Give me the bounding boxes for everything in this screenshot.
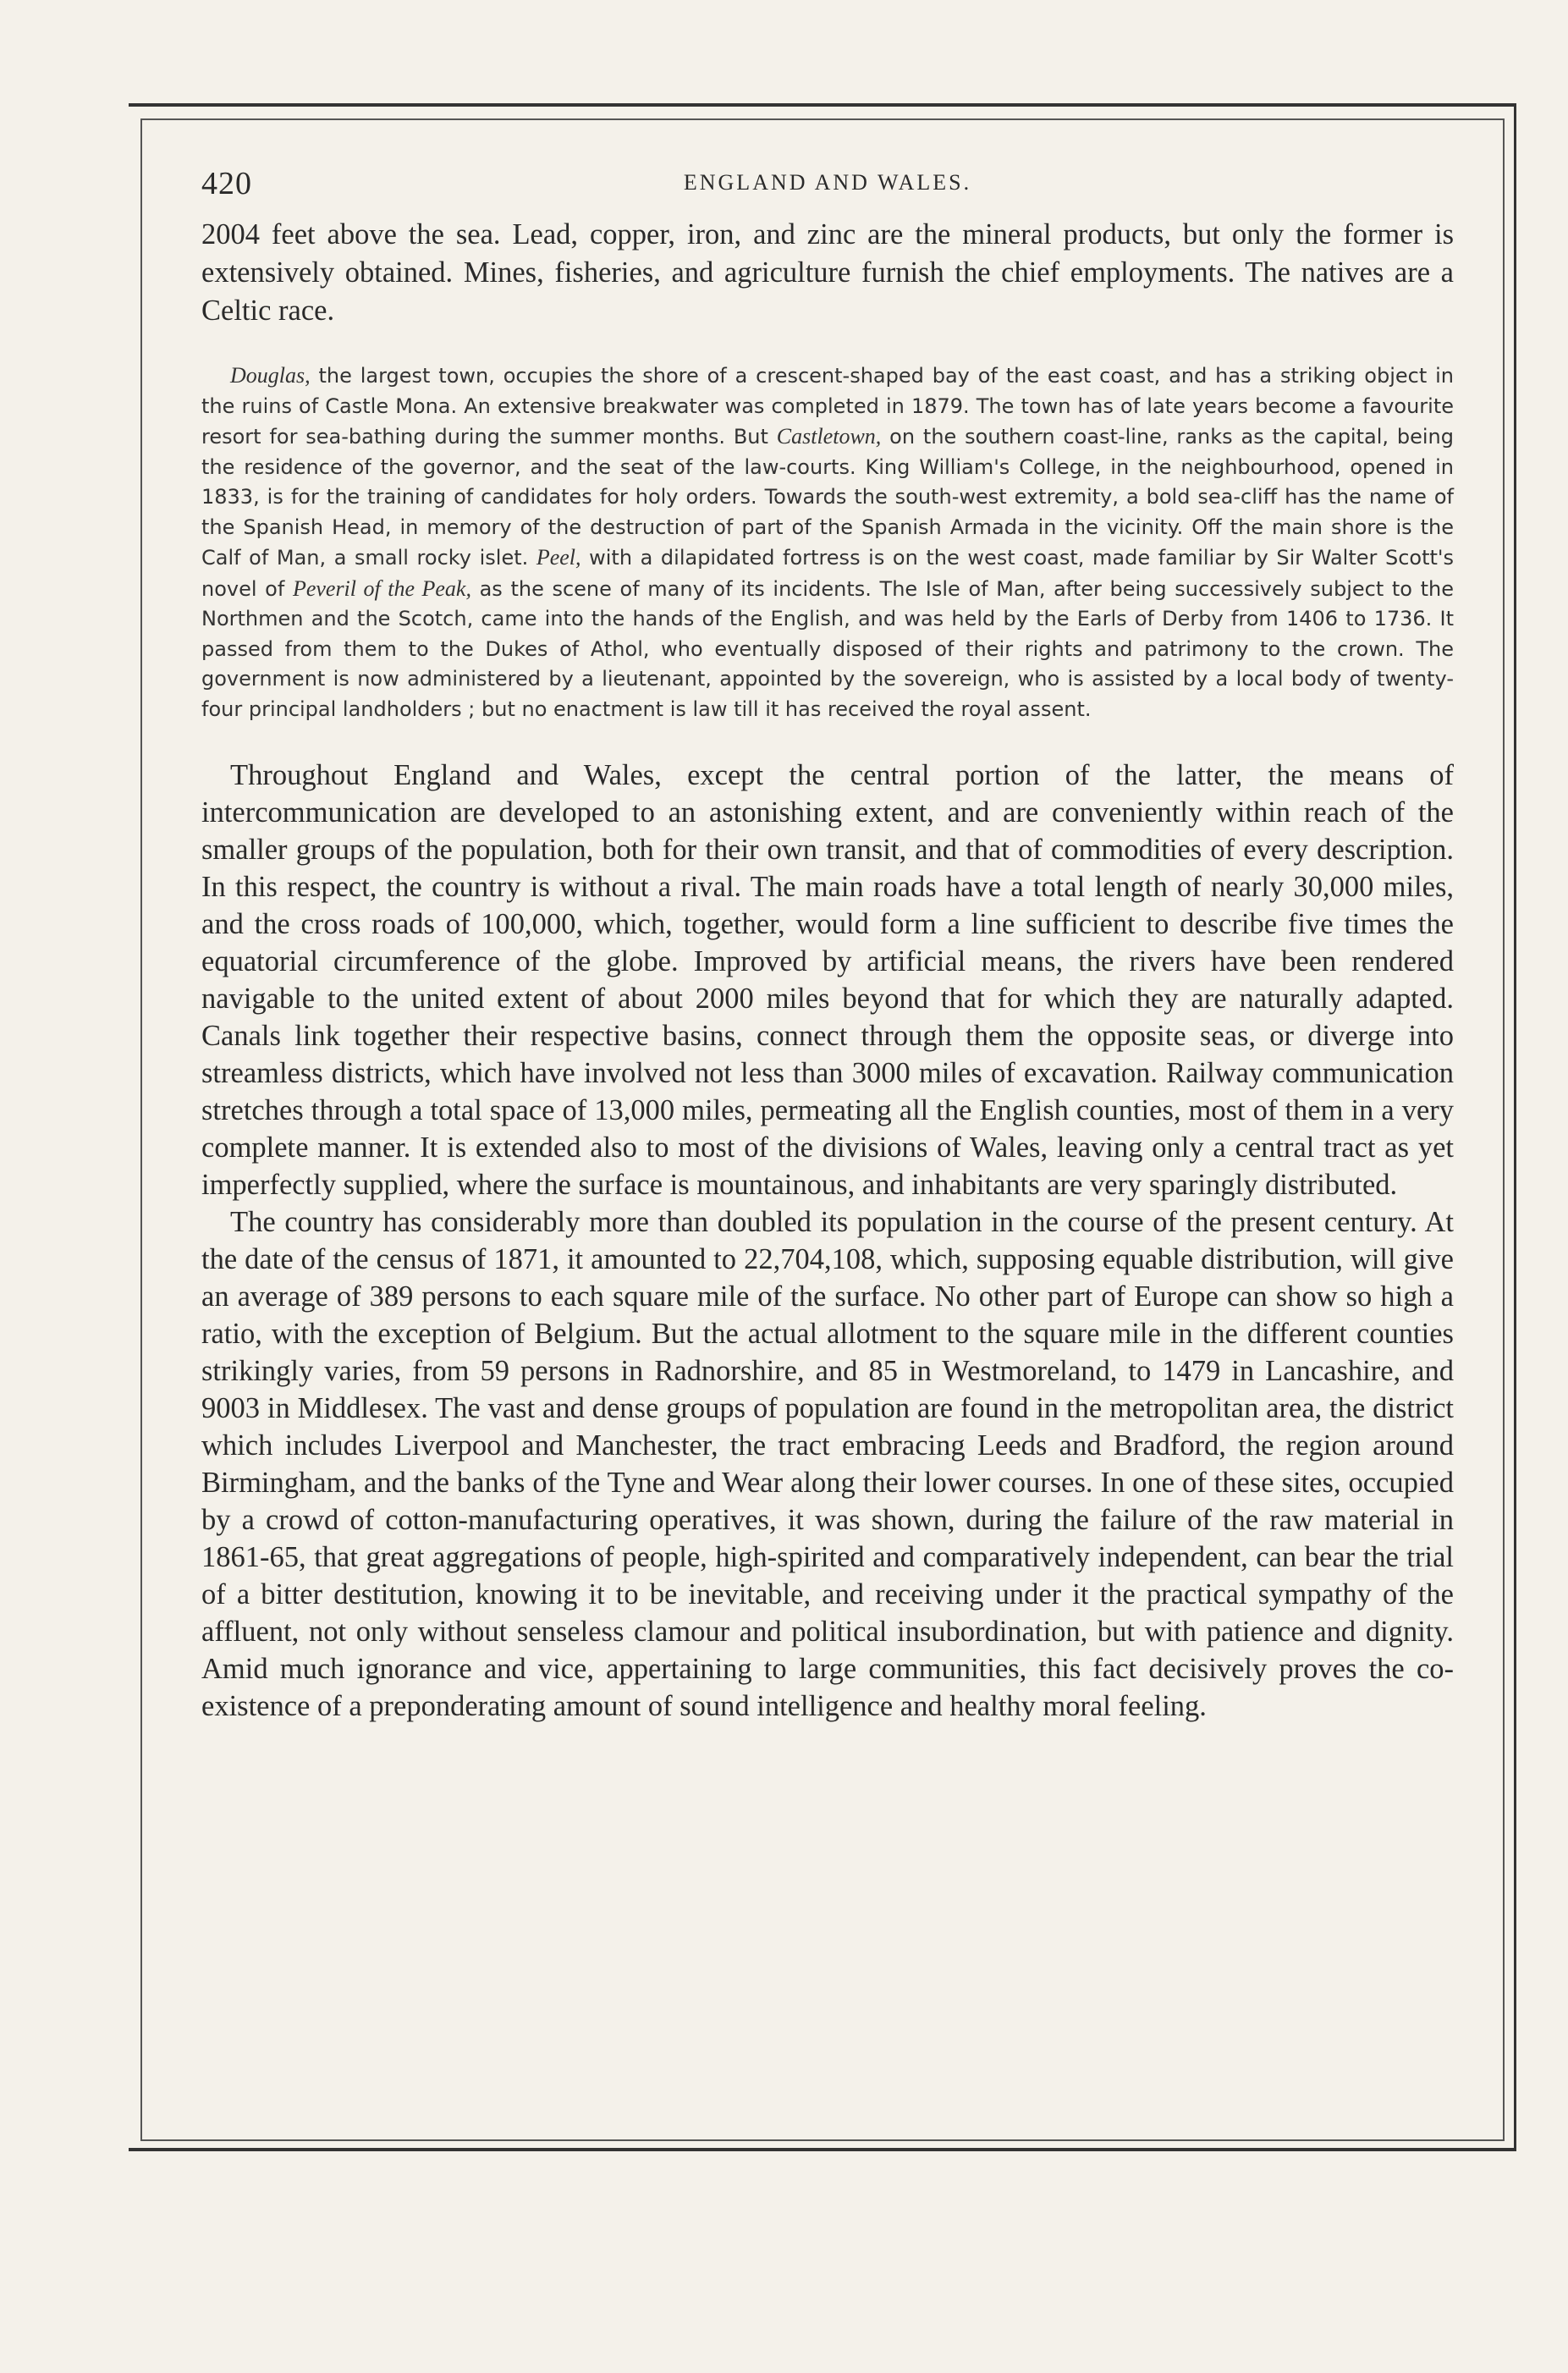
isle-of-man-note [201, 361, 1454, 724]
note-text-3: with a dilapidated fortress is on the west coast, made familiar by Sir Walter Scott's novel of [201, 546, 1454, 601]
page-content [201, 165, 1454, 1725]
main-text [201, 757, 1454, 1725]
opening-paragraph: 2004 feet above the sea. Lead, copper, iron, and zinc are the mineral products, but only the former is extensively obtained. Mines, fisheries, and agriculture furnish the chief employments. The natives are a Celtic race. [201, 218, 1454, 327]
running-title: ENGLAND AND WALES. [683, 170, 972, 195]
page-number: 420 [201, 166, 252, 201]
running-head [201, 165, 1454, 216]
note-term-peveril: Peveril of the Peak, [292, 575, 471, 601]
note-text-1: the largest town, occupies the shore of a crescent-shaped bay of the east coast, and has a striking object in the ruins of Castle Mona. An extensive breakwater was completed in 1879. The town has of late years become a favourite resort for sea-bathing during the summer months. But [201, 364, 1454, 449]
paragraph-population: The country has considerably more than doubled its population in the course of the present century. At the date of the census of 1871, it amounted to 22,704,108, which, supposing equable distribution, will give an average of 389 persons to each square mile of the surface. No other part of Europe can show so high a ratio, with the exception of Belgium. But the actual allotment to the square mile in the different counties strikingly varies, from 59 persons in Radnorshire, and 85 in Westmoreland, to 1479 in Lancashire, and 9003 in Middlesex. The vast and dense groups of population are found in the metropolitan area, the district which includes Liverpool and Manchester, the tract embracing Leeds and Bradford, the region around Birmingham, and the banks of the Tyne and Wear along their lower courses. In one of these sites, occupied by a crowd of cotton-manufacturing operatives, it was shown, during the failure of the raw material in 1861-65, that great aggregations of people, high-spirited and comparatively independent, can bear the trial of a bitter destitution, knowing it to be inevitable, and receiving under it the practical sympathy of the affluent, not only without senseless clamour and political insubordination, but with patience and dignity. Amid much ignorance and vice, appertaining to large communities, this fact decisively proves the co-existence of a preponderating amount of sound intelligence and healthy moral feeling. [201, 1206, 1454, 1722]
note-text-4: as the scene of many of its incidents. The Isle of Man, after being successively subject to the Northmen and the Scotch, came into the hands of the English, and was held by the Earls of Derby from 1406 to 1736. It passed from them to the Dukes of Athol, who eventually disposed of their rights and patrimony to the crown. The government is now administered by a lieutenant, appointed by the sovereign, who is assisted by a local body of twenty-four principal landholders ; but no enactment is law till it has received the royal assent. [201, 576, 1454, 721]
note-term-douglas: Douglas, [230, 363, 311, 388]
note-text-2: on the southern coast-line, ranks as the capital, being the residence of the governor, and the seat of the law-courts. King William's College, in the neighbourhood, opened in 1833, is for the training of candidates for holy orders. Towards the south-west extremity, a bold sea-cliff has the name of the Spanish Head, in memory of the destruction of part of the Spanish Armada in the vicinity. Off the main shore is the Calf of Man, a small rocky islet. [201, 425, 1454, 570]
note-term-castletown: Castletown, [776, 424, 882, 449]
paragraph-communication: Throughout England and Wales, except the central portion of the latter, the means of intercommunication are developed to an astonishing extent, and are conveniently within reach of the smaller groups of the population, both for their own transit, and that of commodities of every description. In this respect, the country is without a rival. The main roads have a total length of nearly 30,000 miles, and the cross roads of 100,000, which, together, would form a line sufficient to describe five times the equatorial circumference of the globe. Improved by artificial means, the rivers have been rendered navigable to the united extent of about 2000 miles beyond that for which they are naturally adapted. Canals link together their respective basins, connect through them the opposite seas, or diverge into streamless districts, which have involved not less than 3000 miles of excavation. Railway communication stretches through a total space of 13,000 miles, permeating all the English counties, most of them in a very complete manner. It is extended also to most of the divisions of Wales, leaving only a central tract as yet imperfectly supplied, where the surface is mountainous, and inhabitants are very sparingly distributed. [201, 759, 1454, 1201]
note-term-peel: Peel, [536, 545, 581, 570]
